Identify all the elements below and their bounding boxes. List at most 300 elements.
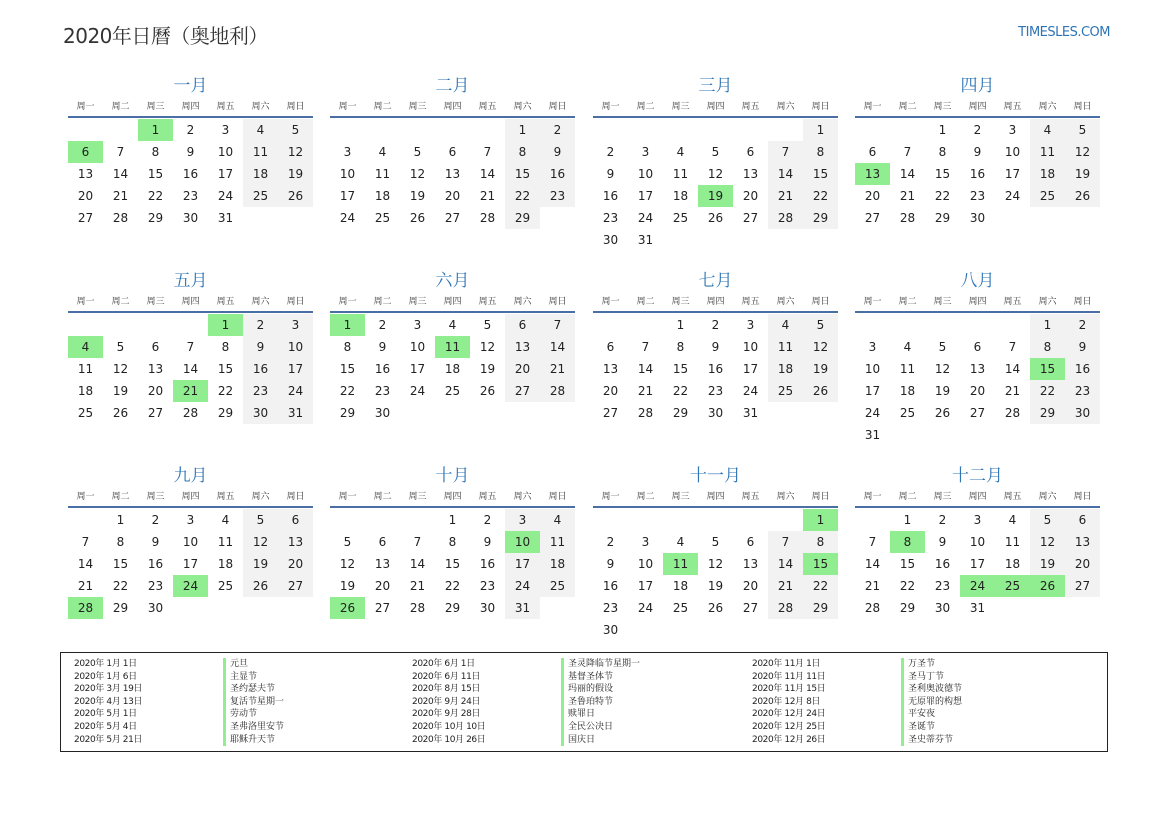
day-cell[interactable]: 23 (147, 579, 164, 593)
day-cell[interactable]: 9 (243, 336, 278, 358)
holiday-day-cell[interactable]: 8 (890, 531, 925, 553)
day-cell[interactable]: 23 (707, 384, 724, 398)
holiday-day-cell[interactable]: 11 (435, 336, 470, 358)
holiday-day-cell[interactable]: 6 (68, 141, 103, 163)
day-cell[interactable]: 16 (243, 358, 278, 380)
day-cell[interactable]: 17 (409, 362, 426, 376)
day-cell[interactable]: 22 (1030, 380, 1065, 402)
day-cell[interactable]: 18 (243, 163, 278, 185)
holiday-day-cell[interactable]: 15 (803, 553, 838, 575)
holiday-day-cell[interactable]: 1 (803, 509, 838, 531)
day-cell[interactable]: 20 (1065, 553, 1100, 575)
day-cell[interactable]: 27 (742, 211, 759, 225)
day-cell[interactable]: 12 (278, 141, 313, 163)
day-cell[interactable]: 10 (1004, 145, 1021, 159)
day-cell[interactable]: 21 (637, 384, 654, 398)
day-cell[interactable]: 6 (448, 145, 457, 159)
day-cell[interactable]: 28 (182, 406, 199, 420)
day-cell[interactable]: 18 (768, 358, 803, 380)
day-cell[interactable]: 16 (540, 163, 575, 185)
day-cell[interactable]: 12 (409, 167, 426, 181)
holiday-day-cell[interactable]: 1 (330, 314, 365, 336)
day-cell[interactable]: 19 (112, 384, 129, 398)
day-cell[interactable]: 5 (1065, 119, 1100, 141)
day-cell[interactable]: 15 (672, 362, 689, 376)
day-cell[interactable]: 5 (711, 145, 720, 159)
day-cell[interactable]: 12 (1030, 531, 1065, 553)
day-cell[interactable]: 22 (112, 579, 129, 593)
day-cell[interactable]: 20 (374, 579, 391, 593)
day-cell[interactable]: 5 (711, 535, 720, 549)
day-cell[interactable]: 20 (278, 553, 313, 575)
day-cell[interactable]: 7 (868, 535, 877, 549)
day-cell[interactable]: 26 (934, 406, 951, 420)
day-cell[interactable]: 1 (116, 513, 125, 527)
day-cell[interactable]: 26 (409, 211, 426, 225)
day-cell[interactable]: 6 (606, 340, 615, 354)
day-cell[interactable]: 7 (483, 145, 492, 159)
day-cell[interactable]: 19 (707, 579, 724, 593)
day-cell[interactable]: 11 (243, 141, 278, 163)
day-cell[interactable]: 29 (803, 207, 838, 229)
day-cell[interactable]: 26 (278, 185, 313, 207)
day-cell[interactable]: 14 (182, 362, 199, 376)
day-cell[interactable]: 27 (864, 211, 881, 225)
day-cell[interactable]: 12 (112, 362, 129, 376)
day-cell[interactable]: 9 (186, 145, 195, 159)
day-cell[interactable]: 19 (1065, 163, 1100, 185)
day-cell[interactable]: 19 (339, 579, 356, 593)
day-cell[interactable]: 9 (483, 535, 492, 549)
day-cell[interactable]: 14 (540, 336, 575, 358)
day-cell[interactable]: 13 (602, 362, 619, 376)
day-cell[interactable]: 6 (868, 145, 877, 159)
day-cell[interactable]: 25 (540, 575, 575, 597)
day-cell[interactable]: 22 (934, 189, 951, 203)
day-cell[interactable]: 12 (243, 531, 278, 553)
day-cell[interactable]: 21 (479, 189, 496, 203)
day-cell[interactable]: 10 (409, 340, 426, 354)
day-cell[interactable]: 23 (243, 380, 278, 402)
day-cell[interactable]: 10 (339, 167, 356, 181)
holiday-day-cell[interactable]: 24 (960, 575, 995, 597)
day-cell[interactable]: 18 (672, 189, 689, 203)
day-cell[interactable]: 16 (182, 167, 199, 181)
site-link[interactable]: TIMESLES.COM (1018, 25, 1110, 40)
day-cell[interactable]: 14 (637, 362, 654, 376)
day-cell[interactable]: 25 (1030, 185, 1065, 207)
day-cell[interactable]: 14 (768, 163, 803, 185)
day-cell[interactable]: 9 (973, 145, 982, 159)
day-cell[interactable]: 26 (707, 601, 724, 615)
day-cell[interactable]: 4 (1008, 513, 1017, 527)
day-cell[interactable]: 4 (768, 314, 803, 336)
day-cell[interactable]: 10 (637, 167, 654, 181)
day-cell[interactable]: 4 (903, 340, 912, 354)
day-cell[interactable]: 25 (77, 406, 94, 420)
day-cell[interactable]: 15 (217, 362, 234, 376)
day-cell[interactable]: 4 (221, 513, 230, 527)
day-cell[interactable]: 12 (339, 557, 356, 571)
day-cell[interactable]: 24 (409, 384, 426, 398)
day-cell[interactable]: 17 (278, 358, 313, 380)
day-cell[interactable]: 21 (768, 575, 803, 597)
day-cell[interactable]: 30 (147, 601, 164, 615)
day-cell[interactable]: 19 (243, 553, 278, 575)
day-cell[interactable]: 22 (803, 185, 838, 207)
day-cell[interactable]: 28 (409, 601, 426, 615)
day-cell[interactable]: 31 (278, 402, 313, 424)
day-cell[interactable]: 10 (969, 535, 986, 549)
day-cell[interactable]: 14 (77, 557, 94, 571)
day-cell[interactable]: 12 (707, 557, 724, 571)
day-cell[interactable]: 28 (1004, 406, 1021, 420)
day-cell[interactable]: 1 (448, 513, 457, 527)
day-cell[interactable]: 12 (479, 340, 496, 354)
day-cell[interactable]: 2 (606, 535, 615, 549)
day-cell[interactable]: 21 (409, 579, 426, 593)
day-cell[interactable]: 22 (217, 384, 234, 398)
day-cell[interactable]: 3 (413, 318, 422, 332)
day-cell[interactable]: 3 (278, 314, 313, 336)
day-cell[interactable]: 17 (637, 579, 654, 593)
day-cell[interactable]: 9 (606, 557, 615, 571)
day-cell[interactable]: 4 (676, 145, 685, 159)
day-cell[interactable]: 14 (1004, 362, 1021, 376)
day-cell[interactable]: 10 (217, 145, 234, 159)
day-cell[interactable]: 26 (479, 384, 496, 398)
day-cell[interactable]: 7 (768, 141, 803, 163)
holiday-day-cell[interactable]: 1 (138, 119, 173, 141)
day-cell[interactable]: 17 (339, 189, 356, 203)
day-cell[interactable]: 24 (1004, 189, 1021, 203)
day-cell[interactable]: 8 (803, 531, 838, 553)
day-cell[interactable]: 5 (803, 314, 838, 336)
day-cell[interactable]: 27 (278, 575, 313, 597)
day-cell[interactable]: 7 (540, 314, 575, 336)
day-cell[interactable]: 1 (938, 123, 947, 137)
day-cell[interactable]: 21 (1004, 384, 1021, 398)
day-cell[interactable]: 8 (505, 141, 540, 163)
day-cell[interactable]: 1 (676, 318, 685, 332)
day-cell[interactable]: 22 (147, 189, 164, 203)
day-cell[interactable]: 25 (444, 384, 461, 398)
day-cell[interactable]: 27 (742, 601, 759, 615)
day-cell[interactable]: 31 (742, 406, 759, 420)
day-cell[interactable]: 7 (1008, 340, 1017, 354)
day-cell[interactable]: 28 (479, 211, 496, 225)
day-cell[interactable]: 27 (602, 406, 619, 420)
day-cell[interactable]: 28 (768, 207, 803, 229)
day-cell[interactable]: 27 (1065, 575, 1100, 597)
day-cell[interactable]: 11 (672, 167, 689, 181)
day-cell[interactable]: 23 (602, 211, 619, 225)
day-cell[interactable]: 19 (1030, 553, 1065, 575)
day-cell[interactable]: 6 (151, 340, 160, 354)
day-cell[interactable]: 2 (186, 123, 195, 137)
day-cell[interactable]: 24 (217, 189, 234, 203)
day-cell[interactable]: 10 (637, 557, 654, 571)
day-cell[interactable]: 22 (505, 185, 540, 207)
day-cell[interactable]: 10 (278, 336, 313, 358)
day-cell[interactable]: 25 (374, 211, 391, 225)
day-cell[interactable]: 2 (243, 314, 278, 336)
day-cell[interactable]: 31 (217, 211, 234, 225)
day-cell[interactable]: 26 (243, 575, 278, 597)
day-cell[interactable]: 17 (505, 553, 540, 575)
day-cell[interactable]: 25 (672, 211, 689, 225)
holiday-day-cell[interactable]: 26 (1030, 575, 1065, 597)
day-cell[interactable]: 9 (606, 167, 615, 181)
day-cell[interactable]: 12 (934, 362, 951, 376)
day-cell[interactable]: 8 (803, 141, 838, 163)
day-cell[interactable]: 6 (1065, 509, 1100, 531)
holiday-day-cell[interactable]: 1 (208, 314, 243, 336)
day-cell[interactable]: 29 (217, 406, 234, 420)
day-cell[interactable]: 8 (343, 340, 352, 354)
day-cell[interactable]: 9 (938, 535, 947, 549)
day-cell[interactable]: 16 (479, 557, 496, 571)
day-cell[interactable]: 20 (444, 189, 461, 203)
day-cell[interactable]: 13 (505, 336, 540, 358)
day-cell[interactable]: 29 (505, 207, 540, 229)
day-cell[interactable]: 20 (742, 579, 759, 593)
day-cell[interactable]: 18 (1030, 163, 1065, 185)
day-cell[interactable]: 23 (182, 189, 199, 203)
day-cell[interactable]: 2 (606, 145, 615, 159)
day-cell[interactable]: 4 (540, 509, 575, 531)
day-cell[interactable]: 15 (505, 163, 540, 185)
day-cell[interactable]: 2 (151, 513, 160, 527)
day-cell[interactable]: 16 (1065, 358, 1100, 380)
day-cell[interactable]: 27 (444, 211, 461, 225)
day-cell[interactable]: 21 (899, 189, 916, 203)
day-cell[interactable]: 14 (479, 167, 496, 181)
day-cell[interactable]: 16 (969, 167, 986, 181)
day-cell[interactable]: 13 (444, 167, 461, 181)
day-cell[interactable]: 11 (77, 362, 94, 376)
day-cell[interactable]: 8 (116, 535, 125, 549)
day-cell[interactable]: 7 (413, 535, 422, 549)
day-cell[interactable]: 2 (711, 318, 720, 332)
day-cell[interactable]: 18 (899, 384, 916, 398)
day-cell[interactable]: 12 (803, 336, 838, 358)
day-cell[interactable]: 22 (444, 579, 461, 593)
holiday-day-cell[interactable]: 4 (68, 336, 103, 358)
holiday-day-cell[interactable]: 24 (173, 575, 208, 597)
day-cell[interactable]: 1 (903, 513, 912, 527)
day-cell[interactable]: 3 (973, 513, 982, 527)
day-cell[interactable]: 8 (151, 145, 160, 159)
day-cell[interactable]: 15 (899, 557, 916, 571)
day-cell[interactable]: 27 (505, 380, 540, 402)
day-cell[interactable]: 16 (934, 557, 951, 571)
day-cell[interactable]: 13 (1065, 531, 1100, 553)
day-cell[interactable]: 2 (1065, 314, 1100, 336)
day-cell[interactable]: 29 (803, 597, 838, 619)
day-cell[interactable]: 15 (803, 163, 838, 185)
day-cell[interactable]: 22 (803, 575, 838, 597)
day-cell[interactable]: 30 (1065, 402, 1100, 424)
day-cell[interactable]: 2 (938, 513, 947, 527)
day-cell[interactable]: 21 (540, 358, 575, 380)
day-cell[interactable]: 28 (864, 601, 881, 615)
day-cell[interactable]: 16 (602, 189, 619, 203)
day-cell[interactable]: 11 (1030, 141, 1065, 163)
day-cell[interactable]: 30 (707, 406, 724, 420)
day-cell[interactable]: 11 (540, 531, 575, 553)
holiday-day-cell[interactable]: 25 (995, 575, 1030, 597)
day-cell[interactable]: 27 (374, 601, 391, 615)
day-cell[interactable]: 15 (339, 362, 356, 376)
day-cell[interactable]: 4 (448, 318, 457, 332)
day-cell[interactable]: 5 (278, 119, 313, 141)
day-cell[interactable]: 25 (768, 380, 803, 402)
day-cell[interactable]: 4 (676, 535, 685, 549)
day-cell[interactable]: 8 (221, 340, 230, 354)
day-cell[interactable]: 17 (864, 384, 881, 398)
day-cell[interactable]: 12 (707, 167, 724, 181)
day-cell[interactable]: 30 (934, 601, 951, 615)
day-cell[interactable]: 19 (803, 358, 838, 380)
day-cell[interactable]: 6 (378, 535, 387, 549)
day-cell[interactable]: 7 (768, 531, 803, 553)
day-cell[interactable]: 5 (1030, 509, 1065, 531)
day-cell[interactable]: 7 (81, 535, 90, 549)
day-cell[interactable]: 9 (711, 340, 720, 354)
day-cell[interactable]: 2 (540, 119, 575, 141)
day-cell[interactable]: 25 (899, 406, 916, 420)
day-cell[interactable]: 25 (672, 601, 689, 615)
day-cell[interactable]: 20 (77, 189, 94, 203)
day-cell[interactable]: 15 (444, 557, 461, 571)
day-cell[interactable]: 1 (803, 119, 838, 141)
day-cell[interactable]: 20 (505, 358, 540, 380)
day-cell[interactable]: 23 (540, 185, 575, 207)
day-cell[interactable]: 14 (864, 557, 881, 571)
day-cell[interactable]: 29 (112, 601, 129, 615)
day-cell[interactable]: 20 (602, 384, 619, 398)
day-cell[interactable]: 29 (672, 406, 689, 420)
day-cell[interactable]: 18 (1004, 557, 1021, 571)
day-cell[interactable]: 28 (899, 211, 916, 225)
day-cell[interactable]: 20 (969, 384, 986, 398)
day-cell[interactable]: 24 (637, 211, 654, 225)
day-cell[interactable]: 2 (483, 513, 492, 527)
day-cell[interactable]: 24 (505, 575, 540, 597)
day-cell[interactable]: 1 (1030, 314, 1065, 336)
day-cell[interactable]: 24 (339, 211, 356, 225)
day-cell[interactable]: 23 (374, 384, 391, 398)
day-cell[interactable]: 12 (1065, 141, 1100, 163)
day-cell[interactable]: 17 (637, 189, 654, 203)
day-cell[interactable]: 16 (707, 362, 724, 376)
day-cell[interactable]: 15 (112, 557, 129, 571)
holiday-day-cell[interactable]: 11 (663, 553, 698, 575)
day-cell[interactable]: 28 (768, 597, 803, 619)
day-cell[interactable]: 8 (676, 340, 685, 354)
day-cell[interactable]: 17 (969, 557, 986, 571)
day-cell[interactable]: 14 (899, 167, 916, 181)
day-cell[interactable]: 17 (742, 362, 759, 376)
day-cell[interactable]: 27 (147, 406, 164, 420)
day-cell[interactable]: 29 (899, 601, 916, 615)
day-cell[interactable]: 22 (339, 384, 356, 398)
day-cell[interactable]: 8 (938, 145, 947, 159)
day-cell[interactable]: 7 (641, 340, 650, 354)
day-cell[interactable]: 8 (448, 535, 457, 549)
day-cell[interactable]: 20 (864, 189, 881, 203)
day-cell[interactable]: 3 (343, 145, 352, 159)
day-cell[interactable]: 6 (505, 314, 540, 336)
day-cell[interactable]: 10 (864, 362, 881, 376)
holiday-day-cell[interactable]: 21 (173, 380, 208, 402)
day-cell[interactable]: 26 (707, 211, 724, 225)
day-cell[interactable]: 28 (637, 406, 654, 420)
day-cell[interactable]: 19 (409, 189, 426, 203)
day-cell[interactable]: 3 (641, 145, 650, 159)
day-cell[interactable]: 21 (77, 579, 94, 593)
day-cell[interactable]: 6 (746, 535, 755, 549)
day-cell[interactable]: 1 (505, 119, 540, 141)
day-cell[interactable]: 3 (746, 318, 755, 332)
day-cell[interactable]: 5 (116, 340, 125, 354)
day-cell[interactable]: 18 (374, 189, 391, 203)
day-cell[interactable]: 20 (742, 189, 759, 203)
day-cell[interactable]: 19 (479, 362, 496, 376)
day-cell[interactable]: 30 (243, 402, 278, 424)
day-cell[interactable]: 4 (243, 119, 278, 141)
day-cell[interactable]: 29 (339, 406, 356, 420)
day-cell[interactable]: 4 (378, 145, 387, 159)
day-cell[interactable]: 7 (903, 145, 912, 159)
day-cell[interactable]: 26 (112, 406, 129, 420)
holiday-day-cell[interactable]: 28 (68, 597, 103, 619)
day-cell[interactable]: 9 (151, 535, 160, 549)
day-cell[interactable]: 24 (278, 380, 313, 402)
day-cell[interactable]: 3 (868, 340, 877, 354)
day-cell[interactable]: 3 (186, 513, 195, 527)
day-cell[interactable]: 29 (147, 211, 164, 225)
day-cell[interactable]: 29 (444, 601, 461, 615)
day-cell[interactable]: 30 (182, 211, 199, 225)
day-cell[interactable]: 11 (217, 535, 234, 549)
day-cell[interactable]: 13 (278, 531, 313, 553)
day-cell[interactable]: 21 (864, 579, 881, 593)
day-cell[interactable]: 14 (768, 553, 803, 575)
day-cell[interactable]: 30 (602, 623, 619, 637)
day-cell[interactable]: 3 (221, 123, 230, 137)
day-cell[interactable]: 15 (934, 167, 951, 181)
day-cell[interactable]: 21 (112, 189, 129, 203)
day-cell[interactable]: 31 (864, 428, 881, 442)
day-cell[interactable]: 31 (637, 233, 654, 247)
day-cell[interactable]: 3 (1008, 123, 1017, 137)
day-cell[interactable]: 11 (768, 336, 803, 358)
day-cell[interactable]: 26 (803, 380, 838, 402)
day-cell[interactable]: 13 (374, 557, 391, 571)
day-cell[interactable]: 31 (505, 597, 540, 619)
day-cell[interactable]: 18 (540, 553, 575, 575)
day-cell[interactable]: 18 (672, 579, 689, 593)
day-cell[interactable]: 9 (378, 340, 387, 354)
day-cell[interactable]: 28 (112, 211, 129, 225)
day-cell[interactable]: 16 (602, 579, 619, 593)
day-cell[interactable]: 5 (343, 535, 352, 549)
day-cell[interactable]: 10 (182, 535, 199, 549)
day-cell[interactable]: 19 (278, 163, 313, 185)
day-cell[interactable]: 13 (742, 167, 759, 181)
